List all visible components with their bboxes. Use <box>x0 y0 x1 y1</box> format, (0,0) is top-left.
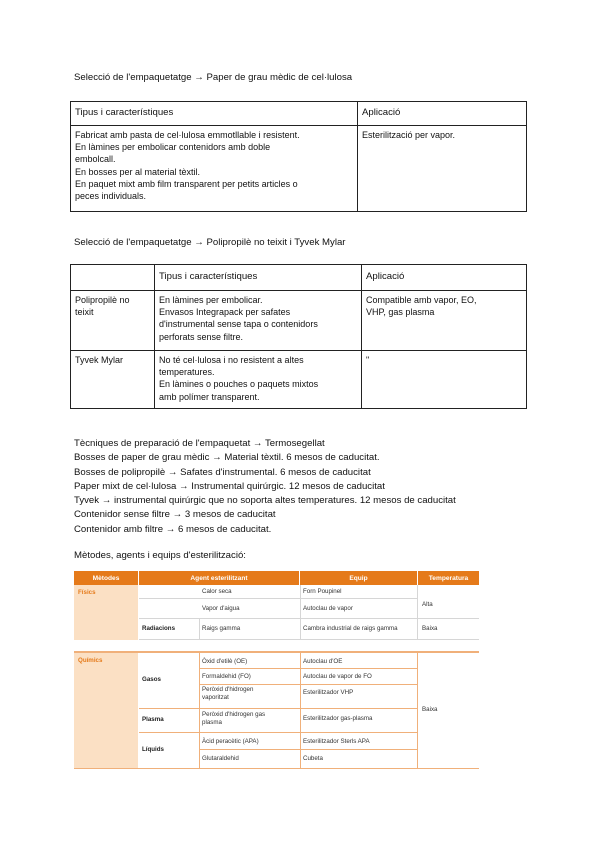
quimics-equip: Autoclau d'OE <box>303 657 343 665</box>
tyvek-application: " <box>362 351 527 409</box>
quimics-agent: Peròxid d'hidrogen vaporitzat <box>202 686 254 701</box>
quimics-equip: Autoclau de vapor de FO <box>303 672 372 680</box>
quimics-equip: Esterilitzador Sterls APA <box>303 737 370 745</box>
fisics-label: Físics <box>78 588 96 596</box>
paper-table <box>70 101 527 212</box>
quimics-band <box>74 653 138 769</box>
sealing-line: Tyvek → instrumental quirúrgic que no soporta altes temperatures. 12 mesos de caducitat <box>74 495 456 507</box>
section4-heading: Mètodes, agents i equips d'esterilització: <box>74 550 246 561</box>
quimics-group-gasos: Gasos <box>142 676 161 683</box>
sealing-line: Contenidor amb filtre → 6 mesos de caducitat. <box>74 523 272 535</box>
sealing-notes <box>74 437 456 537</box>
sealing-line: Bosses de paper de grau mèdic → Material tèxtil. 6 mesos de caducitat. <box>74 452 380 464</box>
quimics-equip: Esterilitzador VHP <box>303 688 354 696</box>
pp-application: Compatible amb vapor, EO, VHP, gas plasma <box>362 291 527 351</box>
fisics-temp-low: Baixa <box>422 625 438 632</box>
header-equip: Equip <box>300 571 417 585</box>
fisics-agent: Raigs gamma <box>202 625 241 632</box>
quimics-equip: Cubeta <box>303 754 323 762</box>
quimics-group-plasma: Plasma <box>142 716 164 723</box>
section1-heading: Selecció de l'empaquetatge → Paper de grau mèdic de cel·lulosa <box>74 72 353 83</box>
quimics-agent: Formaldehid (FO) <box>202 672 251 680</box>
fisics-equip: Forn Poupinel <box>303 588 342 595</box>
section2-heading: Selecció de l'empaquetatge → Polipropilè no teixit i Tyvek Mylar <box>74 237 346 248</box>
sterilization-table <box>74 571 479 771</box>
fisics-agent: Calor seca <box>202 588 232 595</box>
sealing-heading: Tècniques de preparació de l'empaquetat → Termosegellat <box>74 438 325 449</box>
quimics-group-liquids: Líquids <box>142 746 164 753</box>
fisics-group: Radiacions <box>142 625 176 632</box>
quimics-agent: Glutaraldehid <box>202 754 239 762</box>
header-agent: Agent esterilitzant <box>139 571 299 585</box>
tyvek-characteristics: No té cel·lulosa i no resistent a altes temperatures. En làmines o pouches o paquets mixtos amb polímer transparent. <box>155 351 362 409</box>
fisics-equip: Autoclau de vapor <box>303 605 353 612</box>
sealing-line: Paper mixt de cel·lulosa → Instrumental quirúrgic. 12 mesos de caducitat <box>74 480 385 492</box>
fisics-temp-high: Alta <box>422 601 433 608</box>
paper-header-application: Aplicació <box>358 102 527 126</box>
quimics-label: Químics <box>78 656 103 664</box>
paper-application: Esterilització per vapor. <box>358 126 527 212</box>
fisics-agent: Vapor d'aigua <box>202 605 240 612</box>
pp-header-application: Aplicació <box>362 265 527 291</box>
quimics-equip: Esterilitzador gas-plasma <box>303 714 373 722</box>
tyvek-name: Tyvek Mylar <box>71 351 155 409</box>
pp-header-blank <box>71 265 155 291</box>
pp-name: Polipropilè no teixit <box>71 291 155 351</box>
header-temperature: Temperatura <box>418 571 479 585</box>
pp-characteristics: En làmines per embolicar. Envasos Integrapack per safates d'instrumental sense tapa o contenidors perforats sense filtre. <box>155 291 362 351</box>
quimics-agent: Peròxid d'hidrogen gas plasma <box>202 711 266 726</box>
paper-header-types: Tipus i característiques <box>71 102 358 126</box>
sealing-line: Contenidor sense filtre → 3 mesos de caducitat <box>74 509 276 521</box>
paper-characteristics: Fabricat amb pasta de cel·lulosa emmotllable i resistent. En làmines per embolicar contenidors amb doble embolcall. En bosses per al material tèxtil. En paquet mixt amb film transparent per petits articles o peces individuals. <box>71 126 358 212</box>
pp-header-types: Tipus i característiques <box>155 265 362 291</box>
quimics-agent: Àcid peracètic (APA) <box>202 737 259 745</box>
polypropylene-table <box>70 264 527 409</box>
sealing-line: Bosses de polipropilè → Safates d'instrumental. 6 mesos de caducitat <box>74 466 371 478</box>
quimics-temp: Baixa <box>422 705 438 713</box>
quimics-agent: Òxid d'etilè (OE) <box>202 657 248 665</box>
header-methods: Mètodes <box>74 571 138 585</box>
fisics-equip: Cambra industrial de raigs gamma <box>303 625 398 632</box>
